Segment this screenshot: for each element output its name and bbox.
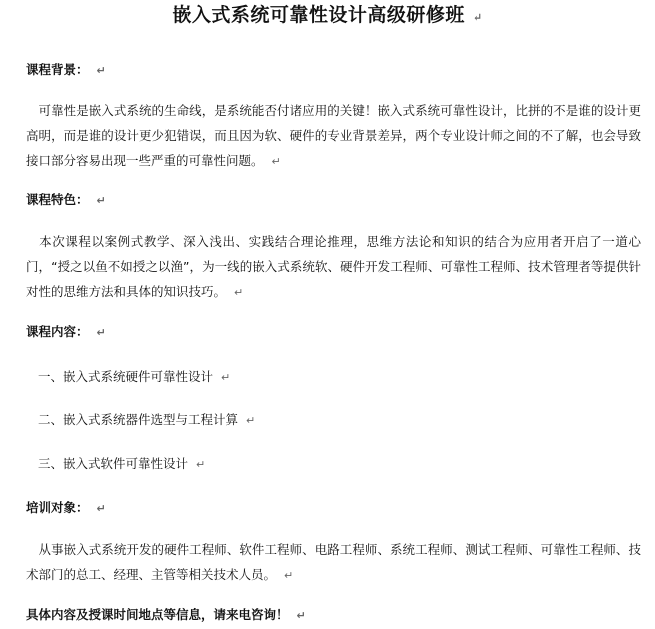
background-heading-text: 课程背景：: [26, 62, 89, 77]
content-item-text: 三、嵌入式软件可靠性设计: [38, 456, 189, 471]
document-title-text: 嵌入式系统可靠性设计高级研修班: [172, 4, 465, 26]
contact-line: [26, 607, 306, 624]
contact-text: 具体内容及授课时间地点等信息，请来电咨询！: [26, 607, 289, 622]
features-paragraph-text: 本次课程以案例式教学、深入浅出、实践结合理论推理，思维方法论和知识的结合为应用者开启了一道心门，“授之以鱼不如授之以渔”，为一线的嵌入式系统软、硬件开发工程师、可靠性工程师、技术管理者等提供针对性的思维方法和具体的知识技巧。: [26, 234, 641, 299]
paragraph-mark-icon: ↵: [96, 194, 106, 207]
audience-heading: [26, 500, 106, 517]
paragraph-mark-icon: ↵: [246, 414, 256, 427]
features-heading-text: 课程特色：: [26, 192, 89, 207]
paragraph-mark-icon: ↵: [96, 502, 106, 515]
audience-paragraph-text: 从事嵌入式系统开发的硬件工程师、软件工程师、电路工程师、系统工程师、测试工程师、可靠性工程师、技术部门的总工、经理、主管等相关技术人员。: [26, 542, 641, 582]
content-item: [38, 412, 255, 429]
content-heading-text: 课程内容：: [26, 324, 89, 339]
background-paragraph: [26, 98, 641, 174]
paragraph-mark-icon: ↵: [234, 286, 244, 299]
paragraph-mark-icon: ↵: [96, 326, 106, 339]
features-heading: [26, 192, 106, 209]
audience-paragraph: [26, 537, 641, 588]
content-item-text: 二、嵌入式系统器件选型与工程计算: [38, 412, 239, 427]
content-item: [38, 456, 205, 473]
paragraph-mark-icon: ↵: [196, 458, 206, 471]
audience-heading-text: 培训对象：: [26, 500, 89, 515]
paragraph-mark-icon: ↵: [472, 11, 483, 24]
content-item: [38, 369, 230, 386]
features-paragraph: [26, 229, 641, 305]
content-heading: [26, 324, 106, 341]
document-title: [0, 4, 655, 29]
paragraph-mark-icon: ↵: [96, 64, 106, 77]
paragraph-mark-icon: ↵: [284, 569, 294, 582]
paragraph-mark-icon: ↵: [271, 155, 281, 168]
background-heading: [26, 62, 106, 79]
paragraph-mark-icon: ↵: [221, 371, 231, 384]
paragraph-mark-icon: ↵: [296, 609, 306, 622]
background-paragraph-text: 可靠性是嵌入式系统的生命线，是系统能否付诸应用的关键！嵌入式系统可靠性设计，比拼的不是谁的设计更高明，而是谁的设计更少犯错误，而且因为软、硬件的专业背景差异，两个专业设计师之间的不了解，也会导致接口部分容易出现一些严重的可靠性问题。: [26, 103, 641, 168]
content-item-text: 一、嵌入式系统硬件可靠性设计: [38, 369, 214, 384]
